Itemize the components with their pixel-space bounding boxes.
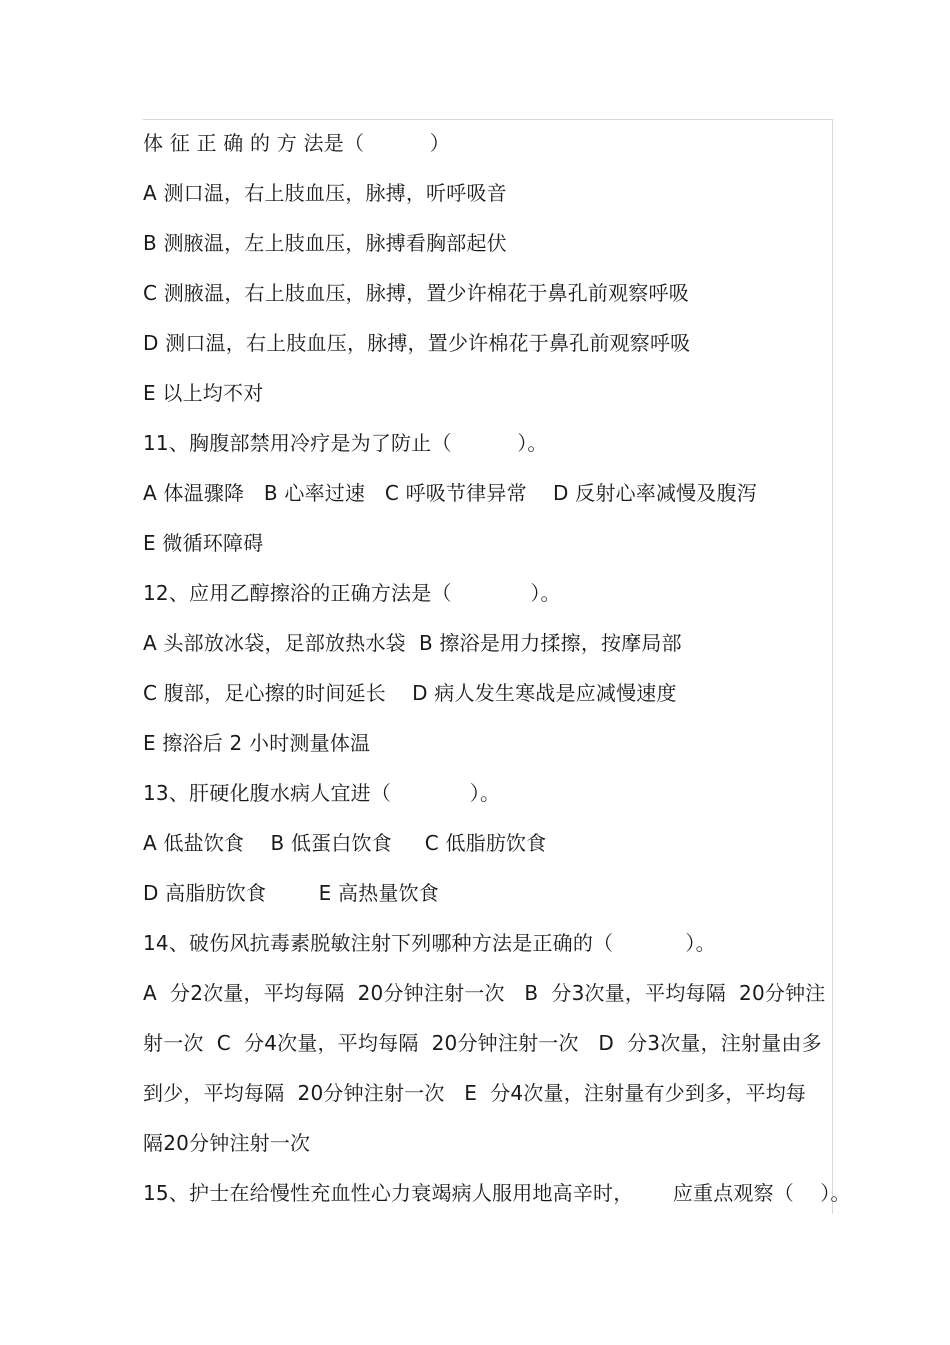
question-11-stem: 11、胸腹部禁用冷疗是为了防止（ ）。 <box>143 431 548 455</box>
question-12-options-ab: A 头部放冰袋，足部放热水袋 B 擦浴是用力揉擦，按摩局部 <box>143 631 682 655</box>
option-d: D 测口温，右上肢血压，脉搏，置少许棉花于鼻孔前观察呼吸 <box>143 331 691 355</box>
question-14-options-line-1: A 分2次量，平均每隔 20分钟注射一次 B 分3次量，平均每隔 20分钟注 <box>143 981 826 1005</box>
question-14-options-line-4: 隔20分钟注射一次 <box>143 1131 311 1155</box>
question-13-options-abc: A 低盐饮食 B 低蛋白饮食 C 低脂肪饮食 <box>143 831 547 855</box>
question-15-stem: 15、护士在给慢性充血性心力衰竭病人服用地高辛时， 应重点观察（ ）。 <box>143 1181 851 1205</box>
question-14-options-line-3: 到少，平均每隔 20分钟注射一次 E 分4次量，注射量有少到多，平均每 <box>143 1081 807 1105</box>
question-14-options-line-2: 射一次 C 分4次量，平均每隔 20分钟注射一次 D 分3次量，注射量由多 <box>143 1031 822 1055</box>
question-10-stem-continued: 体 征 正 确 的 方 法是（ ） <box>143 131 450 155</box>
question-12-options-cd: C 腹部，足心擦的时间延长 D 病人发生寒战是应减慢速度 <box>143 681 677 705</box>
option-e: E 以上均不对 <box>143 381 264 405</box>
question-12-stem: 12、应用乙醇擦浴的正确方法是（ ）。 <box>143 581 561 605</box>
question-14-stem: 14、破伤风抗毒素脱敏注射下列哪种方法是正确的（ ）。 <box>143 931 716 955</box>
option-a: A 测口温，右上肢血压，脉搏，听呼吸音 <box>143 181 507 205</box>
question-12-option-e: E 擦浴后 2 小时测量体温 <box>143 731 371 755</box>
question-13-stem: 13、肝硬化腹水病人宜进（ ）。 <box>143 781 501 805</box>
question-11-option-e: E 微循环障碍 <box>143 531 264 555</box>
question-13-options-de: D 高脂肪饮食 E 高热量饮食 <box>143 881 440 905</box>
question-11-options: A 体温骤降 B 心率过速 C 呼吸节律异常 D 反射心率减慢及腹泻 <box>143 481 757 505</box>
option-c: C 测腋温，右上肢血压，脉搏，置少许棉花于鼻孔前观察呼吸 <box>143 281 689 305</box>
option-b: B 测腋温，左上肢血压，脉搏看胸部起伏 <box>143 231 507 255</box>
